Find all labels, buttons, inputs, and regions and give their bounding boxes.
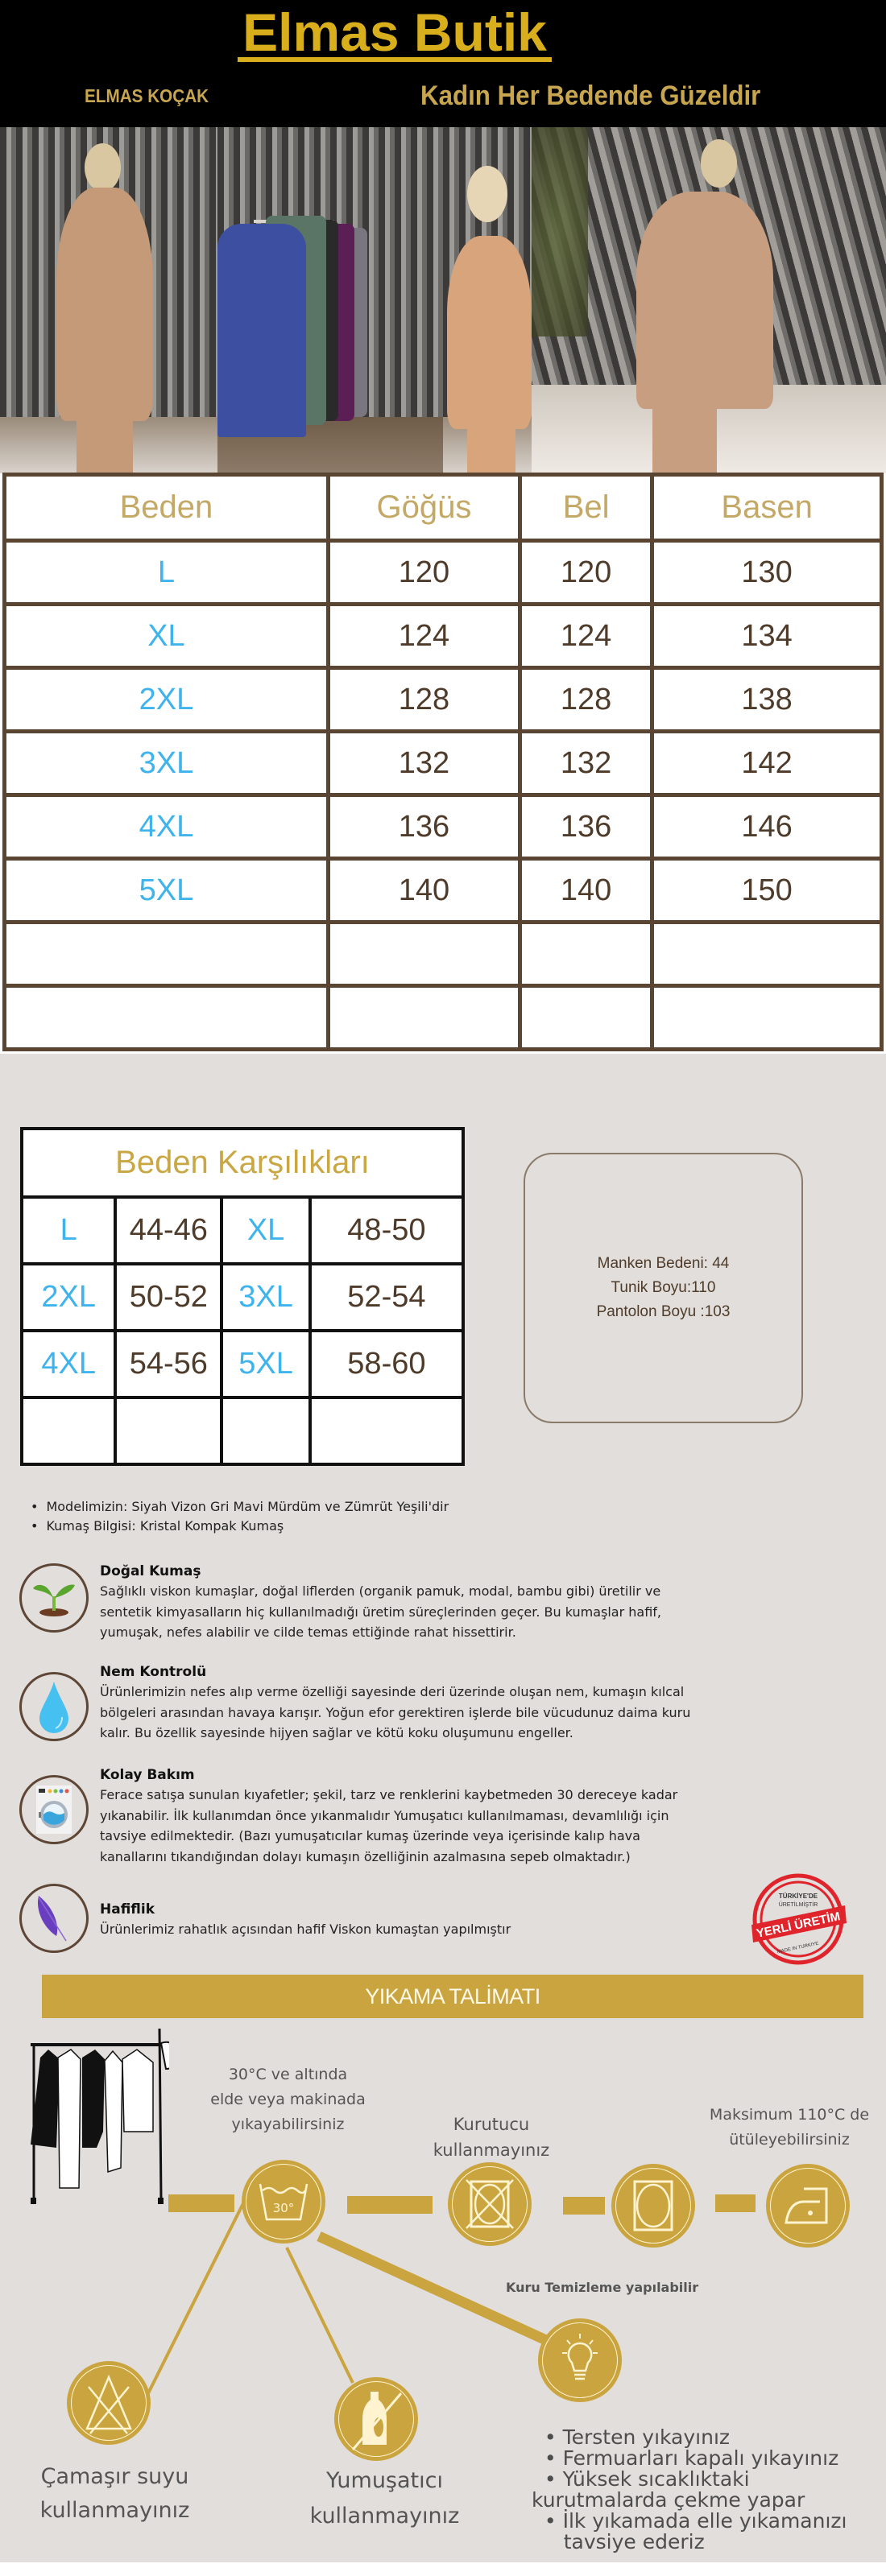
eu-size-range-cell: 50-52 bbox=[115, 1264, 222, 1331]
size-cell: 4XL bbox=[5, 795, 329, 859]
dry-clean-label: Kuru Temizleme yapılabilir bbox=[506, 2280, 699, 2295]
model-size: Manken Bedeni: 44 bbox=[597, 1255, 730, 1272]
measurement-cell: 136 bbox=[520, 795, 652, 859]
iron-label-line: ütüleyebilirsiniz bbox=[729, 2131, 850, 2149]
size-cell: 2XL bbox=[5, 668, 329, 732]
measurement-cell: 128 bbox=[328, 668, 520, 732]
size-cell: 2XL bbox=[22, 1264, 115, 1331]
header-bel: Bel bbox=[520, 475, 652, 541]
size-cell: XL bbox=[5, 605, 329, 668]
no-tumble-dry-icon bbox=[448, 2162, 532, 2246]
size-correspondence-title: Beden Karşılıkları bbox=[22, 1129, 463, 1197]
feature-line: Ferace satışa sunulan kıyafetler; şekil, tarz ve renklerini kaybetmeden 30 dereceye kadar bbox=[100, 1787, 678, 1802]
wash-temperature-text: 30° bbox=[272, 2201, 295, 2215]
iron-label-line: Maksimum 110°C de bbox=[709, 2106, 870, 2124]
size-cell: 3XL bbox=[222, 1264, 309, 1331]
measurement-cell: 128 bbox=[520, 668, 652, 732]
measurement-cell: 142 bbox=[652, 732, 882, 795]
feature-line: Ürünlerimizin nefes alıp verme özelliği sayesinde deri üzerinde oluşan nem, kumaşın kılcal bbox=[100, 1684, 685, 1699]
care-note-text: kurutmalarda çekme yapar bbox=[532, 2488, 805, 2512]
color-info: • Modelimizin: Siyah Vizon Gri Mavi Mürdüm ve Zümrüt Yeşili'dir bbox=[31, 1497, 449, 1517]
care-note-text: Yüksek sıcaklıktaki bbox=[562, 2467, 750, 2491]
dry-clean-bulb-icon bbox=[538, 2318, 622, 2402]
feature-title: Nem Kontrolü bbox=[100, 1664, 207, 1680]
measurement-cell: 136 bbox=[328, 795, 520, 859]
care-note: • İlk yıkamada elle yıkamanızı bbox=[532, 2509, 847, 2533]
size-cell: XL bbox=[222, 1197, 309, 1264]
bleach-label-line: kullanmayınız bbox=[39, 2498, 190, 2523]
pants-length: Pantolon Boyu :103 bbox=[596, 1303, 731, 1320]
wash-30-icon bbox=[242, 2160, 325, 2244]
feature-line: yıkanabilir. İlk kullanımdan önce yıkanmalıdır Yumuşatıcı kullanılmaması, devamlılığı için bbox=[100, 1807, 669, 1823]
brand-name: Elmas Butik bbox=[238, 7, 552, 62]
measurement-cell: 120 bbox=[520, 541, 652, 605]
wash-label-line: yıkayabilirsiniz bbox=[231, 2116, 345, 2133]
no-softener-label bbox=[286, 2463, 483, 2534]
care-note bbox=[532, 2532, 847, 2553]
size-cell: 3XL bbox=[5, 732, 329, 795]
feature-line: kalır. Bu özellik sayesinde hijyen sağlar ve kötü koku oluşumunu engeller. bbox=[100, 1725, 573, 1740]
size-cell: 4XL bbox=[22, 1331, 115, 1397]
care-note: • Fermuarları kapalı yıkayınız bbox=[532, 2446, 839, 2470]
care-notes-list bbox=[532, 2427, 847, 2553]
feature-line: yumuşak, nefes alabilir ve cilde temas ettiğinde rahat hissettirir. bbox=[100, 1624, 516, 1640]
dryer-label-line: kullanmayınız bbox=[433, 2140, 550, 2160]
measurement-cell: 120 bbox=[328, 541, 520, 605]
size-cell: L bbox=[5, 541, 329, 605]
eu-size-range-cell: 58-60 bbox=[310, 1331, 463, 1397]
feature-line: bölgeleri arasından havaya karışır. Yoğun efor gerektiren işlerde bile vücudunuz daima kuru bbox=[100, 1704, 691, 1720]
badge-bottom-text: MADE IN TURKIYE bbox=[776, 1941, 820, 1955]
care-note-text: tavsiye ederiz bbox=[563, 2530, 705, 2553]
measurement-cell: 124 bbox=[328, 605, 520, 668]
care-note-text: İlk yıkamada elle yıkamanızı bbox=[562, 2509, 847, 2533]
feature-line: kanallarını tıkandığından dolayı kumaşın özelliğinin azalmasına sepeb olmaktadır.) bbox=[100, 1848, 631, 1864]
feature-line: tavsiye edilmektedir. (Bazı yumuşatıcılar kumaş üzerinde veya içerisinde kalıp hava bbox=[100, 1828, 640, 1843]
tunic-length: Tunik Boyu:110 bbox=[611, 1279, 716, 1296]
iron-icon bbox=[766, 2164, 850, 2248]
wash-label-line: elde veya makinada bbox=[210, 2091, 366, 2108]
badge-top-text: TÜRKİYE'DE bbox=[778, 1893, 818, 1900]
eu-size-range-cell: 52-54 bbox=[310, 1264, 463, 1331]
care-note-text: Tersten yıkayınız bbox=[562, 2425, 731, 2449]
eu-size-range-cell: 54-56 bbox=[115, 1331, 222, 1397]
eu-size-range-cell: 44-46 bbox=[115, 1197, 222, 1264]
badge-middle-text: ÜRETİLMİŞTİR bbox=[778, 1902, 818, 1908]
measurement-cell: 132 bbox=[520, 732, 652, 795]
measurement-cell: 150 bbox=[652, 859, 882, 923]
fabric-info: • Kumaş Bilgisi: Kristal Kompak Kumaş bbox=[31, 1517, 449, 1536]
softener-label-line: kullanmayınız bbox=[309, 2504, 460, 2529]
no-bleach-icon bbox=[67, 2361, 151, 2445]
care-note: • Yüksek sıcaklıktaki bbox=[532, 2467, 750, 2491]
no-softener-icon bbox=[334, 2377, 418, 2461]
measurement-cell: 140 bbox=[520, 859, 652, 923]
tumble-dry-icon bbox=[611, 2164, 695, 2248]
measurement-cell: 138 bbox=[652, 668, 882, 732]
eu-size-range-cell: 48-50 bbox=[310, 1197, 463, 1264]
feature-title: Hafiflik bbox=[100, 1901, 155, 1918]
dryer-label-line: Kurutucu bbox=[453, 2115, 530, 2134]
measurement-cell: 146 bbox=[652, 795, 882, 859]
measurement-cell: 140 bbox=[328, 859, 520, 923]
feature-line: Sağlıklı viskon kumaşlar, doğal liflerden (organik pamuk, modal, bambu gibi) üretilir ve bbox=[100, 1583, 661, 1599]
size-cell: 5XL bbox=[5, 859, 329, 923]
slogan: Kadın Her Bedende Güzeldir bbox=[420, 80, 761, 111]
measurement-cell: 132 bbox=[328, 732, 520, 795]
bleach-label-line: Çamaşır suyu bbox=[40, 2464, 189, 2489]
size-cell: 5XL bbox=[222, 1331, 309, 1397]
header-beden: Beden bbox=[5, 475, 329, 541]
feature-line: Ürünlerimiz rahatlık açısından hafif Viskon kumaştan yapılmıştır bbox=[100, 1922, 511, 1937]
measurement-cell: 124 bbox=[520, 605, 652, 668]
feature-title: Doğal Kumaş bbox=[100, 1563, 201, 1579]
owner-name: ELMAS KOÇAK bbox=[85, 85, 209, 106]
care-note bbox=[532, 2490, 847, 2511]
washing-instructions-banner: YIKAMA TALİMATI bbox=[42, 1975, 863, 2018]
badge-ribbon-text: YERLİ ÜRETİM bbox=[755, 1909, 842, 1941]
wash-label-line: 30°C ve altında bbox=[228, 2066, 348, 2083]
measurement-cell: 130 bbox=[652, 541, 882, 605]
softener-label-line: Yumuşatıcı bbox=[326, 2468, 443, 2493]
size-cell: L bbox=[22, 1197, 115, 1264]
feature-line: sentetik kimyasalların hiç kullanılmadığı üretim süreçlerinden geçer. Bu kumaşlar hafif, bbox=[100, 1604, 661, 1620]
measurement-cell: 134 bbox=[652, 605, 882, 668]
header-gogus: Göğüs bbox=[328, 475, 520, 541]
care-note-text: Fermuarları kapalı yıkayınız bbox=[562, 2446, 839, 2470]
care-note: • Tersten yıkayınız bbox=[532, 2425, 731, 2449]
header-basen: Basen bbox=[652, 475, 882, 541]
no-bleach-label bbox=[16, 2460, 213, 2528]
feature-title: Kolay Bakım bbox=[100, 1767, 195, 1783]
